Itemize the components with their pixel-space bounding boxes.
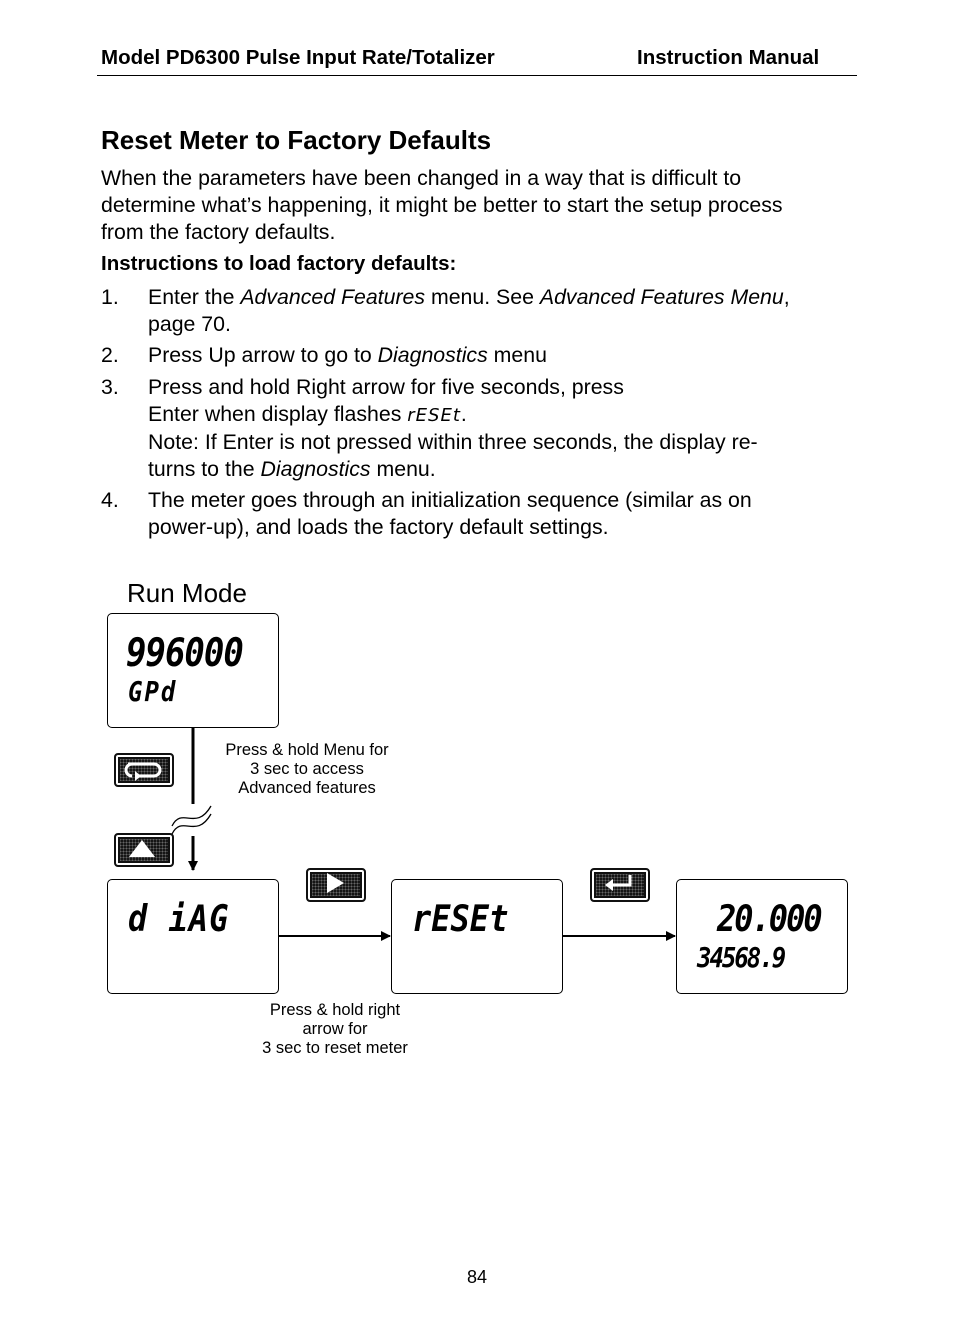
menu-hold-note bbox=[207, 741, 407, 798]
step-text-run: Press Up arrow to go to bbox=[148, 343, 378, 367]
step-line: The meter goes through an initialization sequence (similar as on bbox=[148, 488, 752, 512]
step-line: Press and hold Right arrow for five seconds, press bbox=[148, 375, 624, 399]
enter-button[interactable] bbox=[590, 868, 650, 902]
run-mode-label: Run Mode bbox=[127, 578, 247, 608]
reset-display bbox=[391, 879, 563, 994]
run-display-unit: GPd bbox=[128, 675, 178, 708]
step-text-run: menu bbox=[487, 343, 547, 367]
run-display-top-value: 996000 bbox=[126, 630, 243, 677]
step-text-run: turns to the bbox=[148, 456, 261, 481]
step-text-run: menu. bbox=[370, 456, 436, 481]
step-number: 3. bbox=[101, 375, 119, 399]
step-line: Note: If Enter is not pressed within three seconds, the display re- bbox=[148, 430, 758, 454]
note-line: Advanced features bbox=[238, 779, 376, 797]
menu-cycle-icon bbox=[114, 753, 170, 783]
instructions-subheading: Instructions to load factory defaults: bbox=[101, 252, 457, 275]
reset-hold-note bbox=[235, 1001, 435, 1058]
right-arrow-icon bbox=[306, 868, 362, 898]
inline-lcd-text: rESEt bbox=[407, 404, 461, 426]
step-line: power-up), and loads the factory default settings. bbox=[148, 514, 609, 539]
final-display-bottom-value: 34568.9 bbox=[697, 941, 785, 974]
diag-display-value: d iAG bbox=[128, 896, 230, 941]
run-mode-display bbox=[107, 613, 279, 728]
section-title: Reset Meter to Factory Defaults bbox=[101, 125, 492, 155]
step-text-run: . bbox=[460, 401, 467, 426]
step-number: 4. bbox=[101, 488, 119, 512]
step-italic-run: Advanced Features bbox=[240, 285, 426, 309]
step-italic-run: Diagnostics bbox=[260, 456, 371, 481]
note-line: 3 sec to access bbox=[250, 760, 364, 778]
reset-display-value: rESEt bbox=[412, 896, 509, 941]
note-line: Press & hold right bbox=[269, 1001, 401, 1019]
step-italic-run: Advanced Features Menu bbox=[539, 285, 784, 309]
step-text-run: , bbox=[783, 285, 790, 309]
intro-line: from the factory defaults. bbox=[101, 220, 336, 244]
step-text-run: menu. See bbox=[425, 285, 540, 309]
intro-line: When the parameters have been changed in a way that is difficult to bbox=[101, 166, 742, 190]
up-button[interactable] bbox=[114, 833, 174, 867]
diag-display bbox=[107, 879, 279, 994]
break-mark-bottom bbox=[172, 814, 211, 834]
final-display-top-value: 20.000 bbox=[717, 896, 821, 941]
header-manual-label: Instruction Manual bbox=[637, 46, 820, 69]
enter-return-icon bbox=[590, 868, 646, 898]
up-arrow-icon bbox=[114, 833, 170, 863]
right-button[interactable] bbox=[306, 868, 366, 902]
break-mark-top bbox=[172, 806, 211, 826]
step-number: 1. bbox=[101, 285, 119, 309]
final-display bbox=[676, 879, 848, 994]
menu-button[interactable] bbox=[114, 753, 174, 787]
note-line: arrow for bbox=[302, 1020, 368, 1038]
header-title: Model PD6300 Pulse Input Rate/Totalizer bbox=[101, 46, 495, 69]
page-number: 84 bbox=[466, 1267, 488, 1287]
note-line: 3 sec to reset meter bbox=[262, 1039, 408, 1057]
step-italic-run: Diagnostics bbox=[377, 343, 488, 367]
intro-line: determine what’s happening, it might be better to start the setup process bbox=[101, 193, 783, 217]
step-line: page 70. bbox=[148, 311, 231, 336]
step-text-run: Enter when display flashes bbox=[148, 401, 408, 426]
step-text-run: Enter the bbox=[148, 285, 241, 309]
note-line: Press & hold Menu for bbox=[225, 741, 389, 759]
step-number: 2. bbox=[101, 343, 119, 367]
